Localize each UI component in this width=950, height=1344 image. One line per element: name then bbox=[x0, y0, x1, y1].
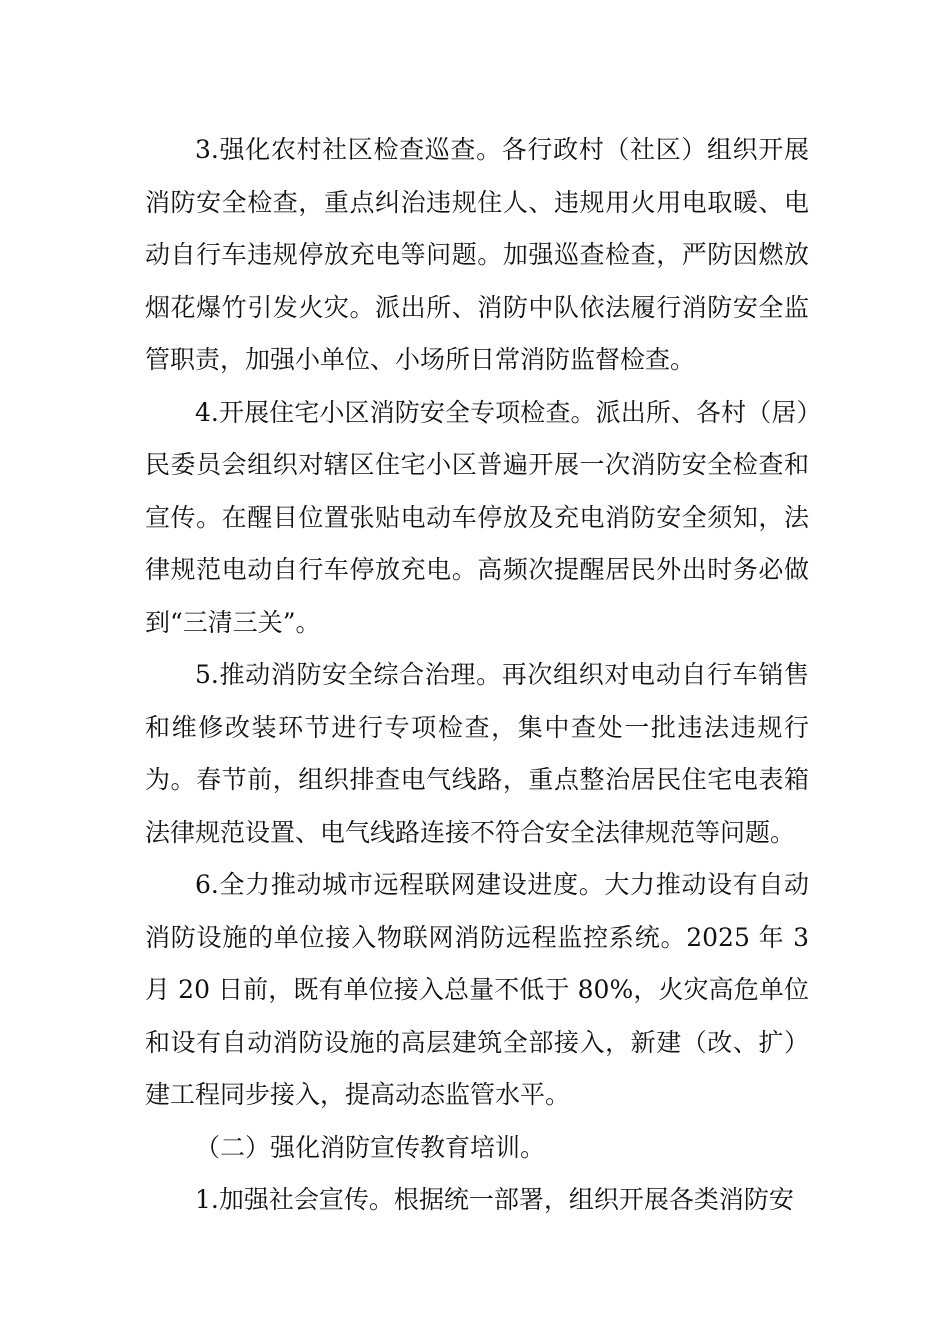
paragraph-residential-inspection: 4.开展住宅小区消防安全专项检查。派出所、各村（居）民委员会组织对辖区住宅小区普遍开展一次消防安全检查和宣传。在醒目位置张贴电动车停放及充电消防安全须知，法律规范电动自行车停放充电。高频次提醒居民外出时务必做到“三清三关”。 bbox=[145, 397, 809, 637]
paragraph-social-publicity: 1.加强社会宣传。根据统一部署，组织开展各类消防安 bbox=[195, 1185, 794, 1214]
document-body bbox=[145, 124, 809, 1227]
section-heading: （二）强化消防宣传教育培训。 bbox=[195, 1132, 546, 1162]
paragraph-comprehensive-governance: 5.推动消防安全综合治理。再次组织对电动自行车销售和维修改装环节进行专项检查，集中查处一批违法违规行为。春节前，组织排查电气线路，重点整治居民住宅电表箱法律规范设置、电气线路连接不符合安全法律规范等问题。 bbox=[145, 660, 809, 847]
paragraph-rural-inspection: 3.强化农村社区检查巡查。各行政村（社区）组织开展消防安全检查，重点纠治违规住人、违规用火用电取暖、电动自行车违规停放充电等问题。加强巡查检查，严防因燃放烟花爆竹引发火灾。派出所、消防中队依法履行消防安全监管职责，加强小单位、小场所日常消防监督检查。 bbox=[145, 135, 809, 374]
paragraph-remote-networking: 6.全力推动城市远程联网建设进度。大力推动设有自动消防设施的单位接入物联网消防远程监控系统。2025 年 3 月 20 日前，既有单位接入总量不低于 80%，火灾高危单位和设有自动消防设施的高层建筑全部接入，新建（改、扩）建工程同步接入，提高动态监管水平。 bbox=[145, 870, 809, 1109]
